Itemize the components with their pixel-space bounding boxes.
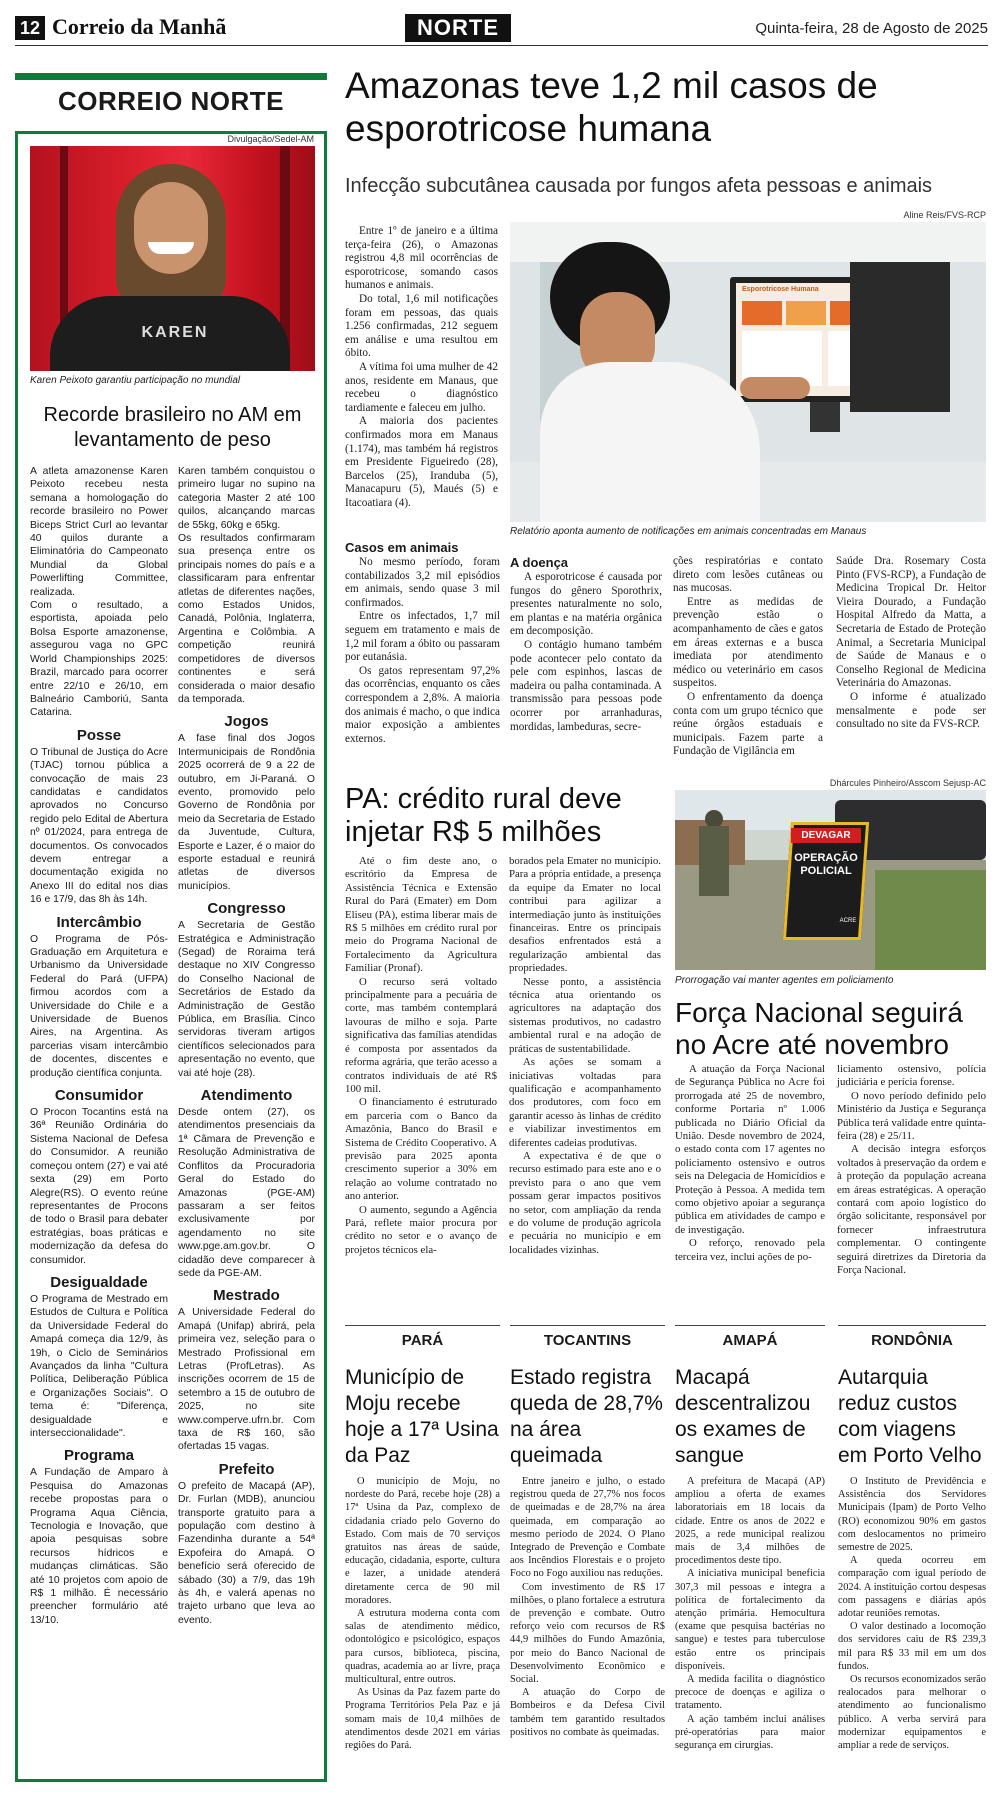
pa-column-2: borados pela Emater no município. Para a própria entidade, a presença da equipe da Emater no local contribui para agilizar a intermediação junto às instituições financeiras. Entre os principais desafios enfrentados está a regularização ambiental das propriedades. Nesse ponto, a assistência técnica atua orientando os agricultores na adaptação dos sistemas produtivos, no cadastro ambiental rural e na adoção de práticas de sustentabilidade. As ações se somam a iniciativas voltadas para qualificação e acompanhamento dos produtores, com foco em garantir acesso às linhas de crédito e viabilizar investimentos em diferentes cadeias produtivas. A expectativa é de que o recurso estimado para este ano e o previsto para o ano que vem possam gerar impactos positivos no setor, com ampliação da renda e do volume de produção agrícola e pecuária no município e em localidades vizinhas. bbox=[509, 855, 661, 1256]
sidebar-item: Com o resultado, a esportista, apoiada pelo Bolsa Esporte amazonense, assegurou vaga no GPC World Championships 2025: Brazil, marcado para ocorrer entre 22/10 e 26/10, em Balneário Camboriú, Santa Catarina. bbox=[30, 600, 168, 719]
main-column-c: A doença A esporotricose é causada por fungos do gênero Sporothrix, presentes naturalmente no solo, em plantas e na matéria orgânica em decomposição. O contágio humano também pode acontecer pelo contato da pele com espinhos, lascas de madeira ou palha contaminada. A transmissão para pessoas pode ocorrer por arranhaduras, mordidas, lambeduras, secre- bbox=[510, 555, 662, 733]
state-headline: Autarquia reduz custos com viagens em Porto Velho bbox=[838, 1366, 982, 1467]
header-rule bbox=[15, 45, 988, 46]
main-column-d: ções respiratórias e contato direto com lesões cutâneas ou nas mucosas. Entre as medidas de prevenção estão o acompanhamento de cães e gatos em áreas externas e a busca imediata por atendimento médico ou veterinário em casos suspeitos. O enfrentamento da doença conta com um grupo técnico que reúne órgãos estaduais e municipais. Fazem parte a Fundação de Vigilância em bbox=[673, 555, 823, 758]
sidebar-column-1 bbox=[30, 465, 168, 1627]
state-headline: Estado registra queda de 28,7% na área queimada bbox=[510, 1366, 663, 1467]
fn-headline: Força Nacional seguirá no Acre até novembro bbox=[675, 997, 963, 1060]
main-subhead: Infecção subcutânea causada por fungos afeta pessoas e animais bbox=[345, 175, 933, 197]
fn-column-2: liciamento ostensivo, polícia judiciária e perícia forense. O novo período definido pelo Ministério da Justiça e Segurança Pública terá validade entre quinta-feira (28) e 25/11. A decisão integra esforços voltados à preservação da ordem e à proteção da população acreana em áreas estratégicas. A operação contará com apoio logístico do órgão solicitante, responsável por fornecer infraestrutura complementar. O contingente seguirá diretrizes da Diretoria da Força Nacional. bbox=[837, 1063, 986, 1277]
state-body: O Instituto de Previdência e Assistência dos Servidores Municipais (Ipam) de Porto Velho (RO) economizou 90% em gastos com deslocamentos no primeiro semestre de 2025. A queda ocorreu em comparação com igual período de 2024. A instituição cortou despesas com passagens e diárias após adotar reuniões remotas. O valor destinado a locomoção dos servidores caiu de R$ 239,3 mil para R$ 33 mil em um dos fundos. Os recursos economizados serão realocados para melhorar o atendimento ao funcionalismo público. A verba servirá para modernizar equipamentos e ampliar a rede de serviços. bbox=[838, 1476, 986, 1752]
sidebar-item: Jogos A fase final dos Jogos Intermunicipais de Rondônia 2025 ocorrerá de 9 a 22 de outubro, em Ji-Paraná. O evento, promovido pelo Governo de Rondônia por meio da Secretaria de Estado da Juventude, Cultura, Esporte e Lazer, é o maior do esporte estadual e reunirá atletas de diversos municípios. bbox=[178, 713, 315, 892]
main-photo-caption: Relatório aponta aumento de notificações em animais concentradas em Manaus bbox=[510, 526, 867, 537]
state-brief-para bbox=[345, 1325, 500, 1752]
main-column-a: Entre 1º de janeiro e a última terça-feira (26), o Amazonas registrou 4,8 mil ocorrências de esporotricose, somando casos humanos e animais. Do total, 1,6 mil notificações foram em pessoas, das quais 1.256 confirmadas, 212 seguem em análise e uma resultou em óbito. A vítima foi uma mulher de 42 anos, residente em Manaus, que recebeu o diagnóstico tardiamente e faleceu em julho. A maioria dos pacientes confirmados mora em Manaus (1.174), mas também há registros em Presidente Figueiredo (28), Barcelos (25), Iranduba (5), Manacapuru (5), Maués (5) e Itacoatiara (4). bbox=[345, 225, 498, 509]
state-tag: PARÁ bbox=[401, 1332, 444, 1349]
sign-top-text: DEVAGAR bbox=[791, 828, 861, 843]
newspaper-name: Correio da Manhã bbox=[52, 14, 227, 39]
sidebar-item: Congresso A Secretaria de Gestão Estratégica e Administração (Segad) de Roraima terá destaque no XIV Congresso do Conselho Nacional de Secretários de Estado da Administração de Gestão Pública, em Brasília. Cinco servidoras tiveram artigos científicos selecionados para apresentação no evento, que vai até hoje (28). bbox=[178, 900, 315, 1079]
edition-date: Quinta-feira, 28 de Agosto de 2025 bbox=[755, 20, 988, 37]
sidebar-item: Consumidor O Procon Tocantins está na 36ª Reunião Ordinária do Sistema Nacional de Defesa do Consumidor. A reunião começou ontem (27) e vai até sexta (29) em Porto Alegre(RS). O evento reúne representantes de Procons de todo o Brasil para debater estratégias, boas práticas e modernização da defesa do consumidor. bbox=[30, 1087, 168, 1266]
sidebar-item: Atendimento Desde ontem (27), os atendimentos presenciais da 1ª Câmara de Prevenção e Resolução Administrativa de Conflitos da Procuradoria Geral do Estado do Amazonas (PGE-AM) passaram a ser feitos exclusivamente por agendamento no site www.pge.am.gov.br. O cidadão deve comparecer à sede da PGE-AM. bbox=[178, 1087, 315, 1279]
sidebar-item: Os resultados confirmaram sua presença entre os principais nomes do país e a classificaram para enfrentar atletas de diferentes nações, como Estados Unidos, Canadá, Polônia, Inglaterra, Argentina e Colômbia. A competição reunirá competidores de diversos continentes e será considerada o maior desafio da temporada. bbox=[178, 533, 315, 705]
state-headline: Macapá descentralizou os exames de sangue bbox=[675, 1366, 811, 1467]
sidebar-item: A atleta amazonense Karen Peixoto recebeu nesta semana a homologação do recorde brasileiro no Power Biceps Strict Curl ao levantar 40 quilos durante a Eliminatória do Campeonato Mundial da Global Powerlifting Committee, realizada. bbox=[30, 466, 168, 598]
sidebar-headline: Recorde brasileiro no AM em levantamento de peso bbox=[43, 404, 302, 451]
main-column-b: Casos em animais No mesmo período, foram contabilizados 3,2 mil episódios em animais, sendo quase 3 mil confirmados. Entre os infectados, 1,7 mil seguem em tratamento e mais de 1,2 mil foram a óbito ou passaram por eutanásia. Os gatos representam 97,2% das ocorrências, enquanto os cães correspondem a 2,8%. A maioria dos animais é macho, o que indica maior exposição a ambientes externos. bbox=[345, 540, 500, 745]
pa-headline: PA: crédito rural deve injetar R$ 5 milhões bbox=[345, 783, 622, 848]
sidebar-photo-credit: Divulgação/Sedel-AM bbox=[227, 134, 314, 144]
sidebar-accent-bar bbox=[15, 73, 327, 80]
state-tag: TOCANTINS bbox=[543, 1332, 632, 1349]
shirt-text: KAREN bbox=[141, 324, 209, 341]
state-brief-amapa bbox=[675, 1325, 825, 1752]
disease-subhead: A doença bbox=[510, 555, 569, 570]
fn-photo-caption: Prorrogação vai manter agentes em policiamento bbox=[675, 975, 894, 986]
sidebar-title: CORREIO NORTE bbox=[57, 86, 285, 116]
police-photo bbox=[675, 790, 986, 970]
page-number: 12 bbox=[15, 16, 45, 40]
main-column-e: Saúde Dra. Rosemary Costa Pinto (FVS-RCP), a Fundação de Medicina Tropical Dr. Heitor Vieira Dourado, a Fundação Hospital Alfredo da Matta, a Secretaria de Estado de Proteção Animal, a Secretaria Municipal de Saúde de Manaus e o Conselho Regional de Medicina Veterinária do Amazonas. O informe é atualizado mensalmente e pode ser consultado no site da FVS-RCP. bbox=[836, 555, 986, 731]
state-headline: Município de Moju recebe hoje a 17ª Usina da Paz bbox=[345, 1366, 499, 1467]
sidebar-item: Posse O Tribunal de Justiça do Acre (TJAC) tornou pública a convocação de mais 23 candidatas e candidatos aprovados no Concurso regido pelo Edital de Abertura nº 01/2024, para entrega de documentos. Os convocados devem entregar a documentação exigida no Anexo III do edital nos dias 16 e 17/9, das 8h às 14h. bbox=[30, 726, 168, 906]
section-label: NORTE bbox=[405, 14, 511, 42]
screen-title: Esporotricose Humana bbox=[742, 286, 819, 293]
sidebar-item: Intercâmbio O Programa de Pós-Graduação em Arquitetura e Urbanismo da Universidade Federal do Pará (UFPA) firmou acordos com a Universidade do Chile e a Universidade de Buenos Aires, na Argentina. As parcerias visam intercâmbio de docentes, discentes e produção científica conjunta. bbox=[30, 913, 168, 1079]
sidebar-item: Desigualdade O Programa de Mestrado em Estudos de Cultura e Política da Universidade Federal do Amapá começa dia 12/9, às 19h, o Ciclo de Seminários Avançados da linha "Cultura Política, Deliberação Pública e Organizações Sociais". O tema é: "Diferença, desigualdade e interseccionalidade". bbox=[30, 1273, 168, 1439]
state-body: O município de Moju, no nordeste do Pará, recebe hoje (28) a 17ª Usina da Paz, complexo de cidadania criado pelo Governo do Estado. Com mais de 70 serviços gratuitos nas áreas de saúde, educação, cidadania, esporte, cultura e lazer, a unidade atenderá diretamente cerca de 90 mil moradores. A estrutura moderna conta com salas de atendimento médico, odontológico e psicológico, espaços para cursos, biblioteca, piscina, quadras, academia ao ar livre, praça multicultural, entre outros. As Usinas da Paz fazem parte do Programa Territórios Pela Paz e já somam mais de 10,4 milhões de atendimentos desde 2021 em várias regiões do Pará. bbox=[345, 1476, 500, 1752]
state-tag: RONDÔNIA bbox=[871, 1332, 953, 1349]
state-tag: AMAPÁ bbox=[722, 1332, 778, 1349]
sign-small-text: ACRE bbox=[839, 918, 857, 924]
fn-column-1: A atuação da Força Nacional de Segurança Pública no Acre foi prorrogada até 25 de novembro, conforme Portaria nº 1.006 publicada no Diário Oficial da União. Desde novembro de 2024, o estado conta com 17 agentes no policiamento ostensivo e outros seis na Delegacia de Homicídios e Proteção à Pessoa. A medida tem como objetivo apoiar a segurança pública em atividades de campo e de investigação. O reforço, renovado pela terceira vez, inclui ações de po- bbox=[675, 1063, 825, 1263]
sidebar-column-2 bbox=[178, 465, 315, 1627]
main-headline: Amazonas teve 1,2 mil casos de esporotricose humana bbox=[345, 65, 878, 149]
sidebar-item: Karen também conquistou o primeiro lugar no supino na categoria Master 2 até 100 quilos, alcançando marcas de 55kg, 60kg e 65kg. bbox=[178, 466, 315, 531]
lab-photo bbox=[510, 222, 986, 522]
state-brief-tocantins bbox=[510, 1325, 665, 1739]
pa-column-1: Até o fim deste ano, o escritório da Empresa de Assistência Técnica e Extensão Rural do Pará (Emater) em Dom Eliseu (PA), estima liberar mais de R$ 5 milhões em crédito rural por meio do Programa Nacional de Fortalecimento da Agricultura Familiar (Pronaf). O recurso será voltado principalmente para a pecuária de corte, mas também contemplará lavouras de milho e soja. Parte significativa das famílias atendidas é composta por assentados da reforma agrária, que terão acesso a contratos individuais de até R$ 100 mil. O financiamento é estruturado em parceria com o Banco da Amazônia, Banco do Brasil e Sistema de Crédito Cooperativo. A previsão para 2025 aponta crescimento superior a 30% em relação ao volume contratado no ano anterior. O aumento, segundo a Agência Pará, reflete maior procura por crédito no setor e o avanço de projetos técnicos ela- bbox=[345, 855, 497, 1256]
animals-subhead: Casos em animais bbox=[345, 540, 459, 555]
sign-main-text: OPERAÇÃO POLICIAL bbox=[794, 852, 858, 877]
sidebar-photo-caption: Karen Peixoto garantiu participação no mundial bbox=[30, 375, 241, 386]
sidebar-item: Programa A Fundação de Amparo à Pesquisa do Amazonas recebe propostas para o Programa Aqua Ciência, Tecnologia e Inovação, que apoia pesquisas sobre recursos hídricos e mudanças climáticas. São até 10 projetos com apoio de R$ 1 milhão. É necessário preencher formulário até 13/10. bbox=[30, 1447, 168, 1626]
main-photo-credit: Aline Reis/FVS-RCP bbox=[903, 210, 986, 220]
athlete-photo bbox=[30, 146, 315, 371]
state-brief-rondonia bbox=[838, 1325, 986, 1752]
state-body: Entre janeiro e julho, o estado registrou queda de 27,7% nos focos de queimadas e de 28,7% na área queimada, em comparação ao mesmo período de 2024. O Plano Integrado de Prevenção e Combate aos Incêndios Florestais e o projeto Foco no Fogo auxiliou nas reduções. Com investimento de R$ 17 milhões, o plano fortalece a estrutura de prevenção e combate. Outro reforço veio com recursos de R$ 44,9 milhões do Fundo Amazônia, por meio do Banco Nacional de Desenvolvimento Econômico e Social. A atuação do Corpo de Bombeiros e da Defesa Civil também tem garantido resultados positivos no combate às queimadas. bbox=[510, 1476, 665, 1738]
state-body: A prefeitura de Macapá (AP) ampliou a oferta de exames laboratoriais em 18 locais da cidade. Entre os anos de 2022 e 2025, a rede municipal realizou mais de 3,4 milhões de procedimentos deste tipo. A iniciativa municipal beneficia 307,3 mil pessoas e integra a política de fortalecimento da atenção primária. Hemocultura (exame que pesquisa bactérias no sangue) e testes para tuberculose estão entre os principais disponíveis. A medida facilita o diagnóstico precoce de doenças e agiliza o tratamento. A ação também inclui análises pré-operatórias para maior segurança em cirurgias. bbox=[675, 1476, 825, 1752]
sidebar-item: Prefeito O prefeito de Macapá (AP), Dr. Furlan (MDB), anunciou transporte gratuito para a população com destino à Fazendinha durante a 54ª Expofeira do Amapá. O benefício será oferecido de sábado (30) a 7/9, das 19h às 4h, e valerá apenas no trajeto urbano que leva ao evento. bbox=[178, 1460, 315, 1626]
fn-photo-credit: Dhárcules Pinheiro/Asscom Sejusp-AC bbox=[829, 778, 986, 788]
sidebar-item: Mestrado A Universidade Federal do Amapá (Unifap) abrirá, pela primeira vez, seleção para o Mestrado Profissional em Letras (ProfLetras). As inscrições ocorrem de 15 de setembro a 15 de outubro de 2025, no site www.comperve.ufrn.br. Com taxa de R$ 160, são ofertadas 15 vagas. bbox=[178, 1287, 315, 1453]
